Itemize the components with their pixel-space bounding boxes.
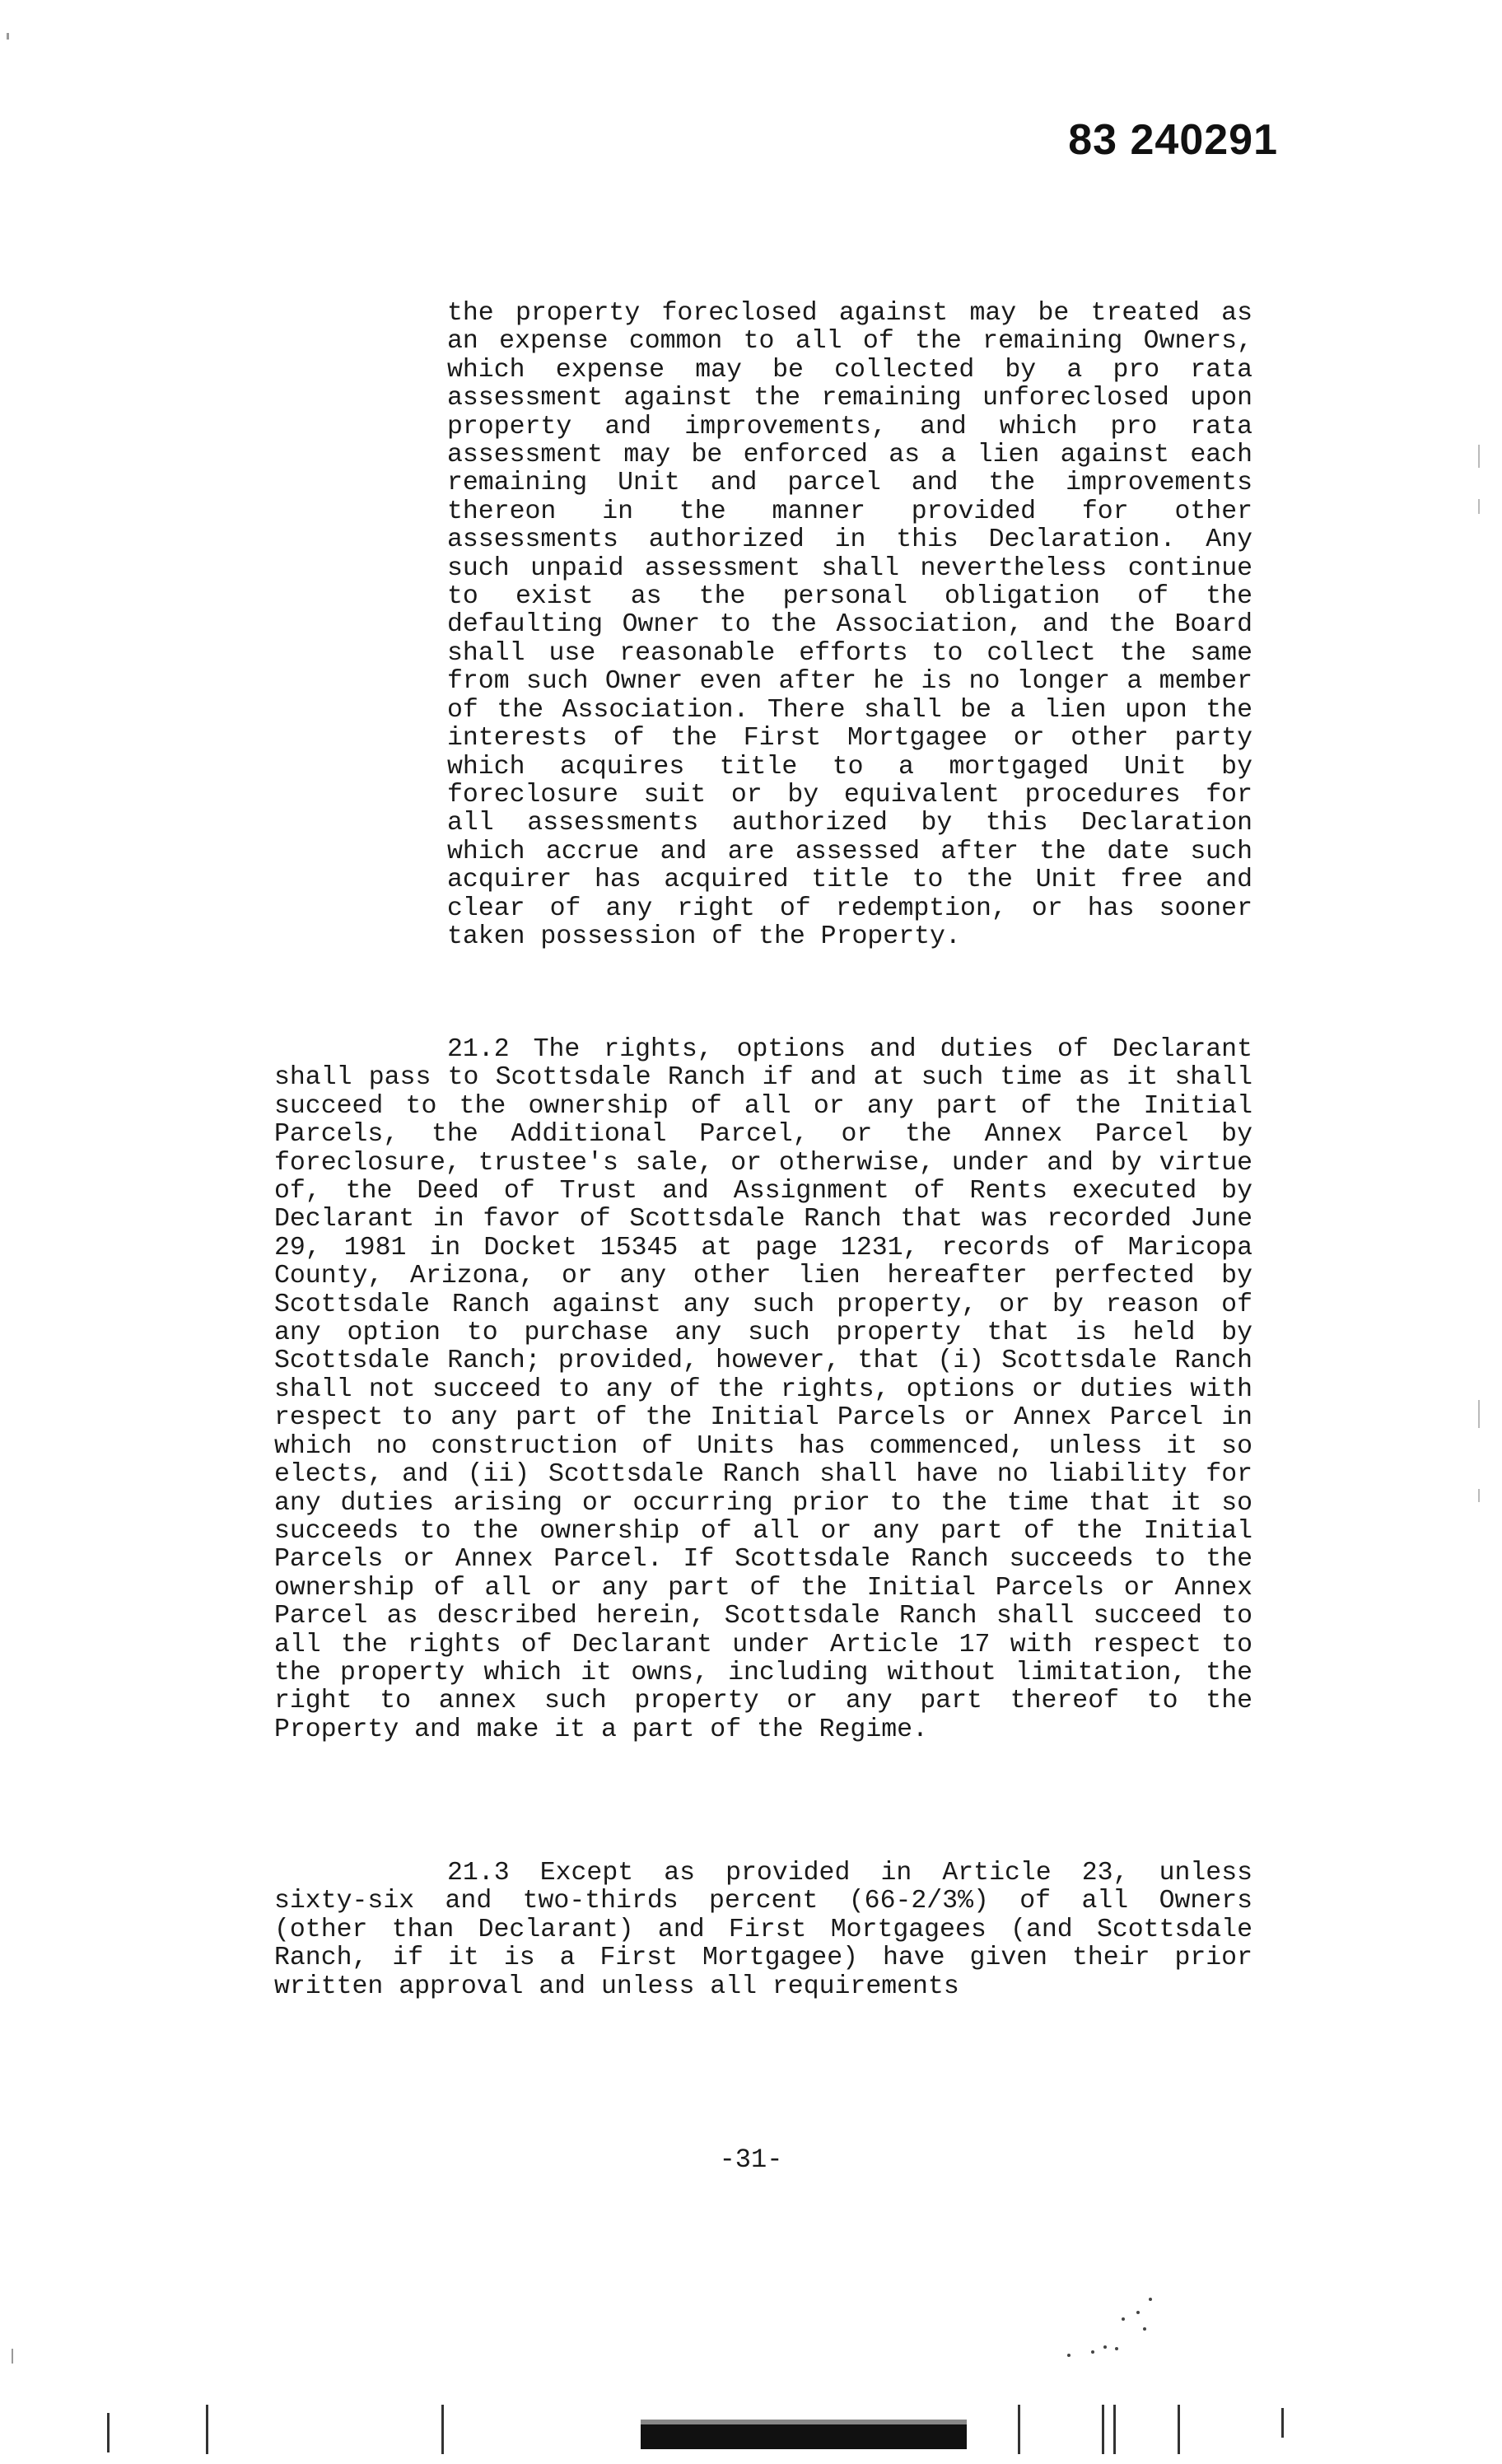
- paragraph-21-2: 21.2 The rights, options and duties of Declarant shall pass to Scottsdale Ranch if and at such time as it shall succeed to the ownership of all or any part of the Initial Parcels, the Additional Parcel, or the Annex Parcel by foreclosure, trustee's sale, or otherwise, under and by virtue of, the Deed of Trust and Assignment of Rents executed by Declarant in favor of Scottsdale Ranch that was recorded June 29, 1981 in Docket 15345 at page 1231, records of Maricopa County, Arizona, or any other lien hereafter perfected by Scottsdale Ranch against any such property, or by reason of any option to purchase any such property that is held by Scottsdale Ranch; provided, however, that (i) Scottsdale Ranch shall not succeed to any of the rights, options or duties with respect to any part of the Initial Parcels or Annex Parcel in which no construction of Units has commenced, unless it so elects, and (ii) Scottsdale Ranch shall have no liability for any duties arising or occurring prior to the time that it so succeeds to the ownership of all or any part of the Initial Parcels or Annex Parcel. If Scottsdale Ranch succeeds to the ownership of all or any part of the Initial Parcels or Annex Parcel as described herein, Scottsdale Ranch shall succeed to all the rights of Declarant under Article 17 with respect to the property which it owns, including without limitation, the right to annex such property or any part thereof to the Property and make it a part of the Regime.: [274, 1035, 1252, 1744]
- scan-line: [107, 2413, 110, 2452]
- scan-mark: [7, 33, 9, 40]
- paragraph-21-3: 21.3 Except as provided in Article 23, unless sixty-six and two-thirds percent (66-2/3%) of all Owners (other than Declarant) and First Mortgagees (and Scottsdale Ranch, if it is a First Mortgagee) have given their prior written approval and unless all requirements: [274, 1859, 1252, 2001]
- page-number: -31-: [719, 2144, 783, 2175]
- scan-mark: [1478, 1489, 1480, 1502]
- scan-speck: [1122, 2317, 1125, 2321]
- scan-mark: [12, 2349, 13, 2364]
- scan-speck: [1091, 2350, 1094, 2354]
- paragraph-continued: the property foreclosed against may be treated as an expense common to all of the remaining Owners, which expense may be collected by a pro rata assessment against the remaining unforeclosed upon property and improvements, and which pro rata assessment may be enforced as a lien against each remaining Unit and parcel and the improvements thereon in the manner provided for other assessments authorized in this Declaration. Any such unpaid assessment shall nevertheless continue to exist as the personal obligation of the defaulting Owner to the Association, and the Board shall use reasonable efforts to collect the same from such Owner even after he is no longer a member of the Association. There shall be a lien upon the interests of the First Mortgagee or other party which acquires title to a mortgaged Unit by foreclosure suit or by equivalent procedures for all assessments authorized by this Declaration which accrue and are assessed after the date such acquirer has acquired title to the Unit free and clear of any right of redemption, or has sooner taken possession of the Property.: [447, 299, 1252, 951]
- scan-speck: [1115, 2347, 1118, 2350]
- scan-speck: [1143, 2327, 1146, 2331]
- scan-speck: [1067, 2354, 1071, 2357]
- scan-line: [1113, 2405, 1116, 2454]
- scan-bar: [641, 2424, 967, 2449]
- scan-line: [206, 2405, 208, 2454]
- scan-line: [441, 2405, 444, 2454]
- scan-line: [1281, 2408, 1284, 2438]
- scan-line: [1018, 2405, 1020, 2454]
- scan-speck: [1103, 2345, 1107, 2349]
- scan-speck: [1136, 2311, 1140, 2314]
- scan-speck: [1149, 2298, 1152, 2301]
- scan-mark: [1478, 445, 1480, 468]
- scan-line: [1178, 2405, 1180, 2454]
- scan-mark: [1478, 499, 1480, 514]
- scan-line: [1102, 2405, 1104, 2454]
- document-number: 83 240291: [1068, 116, 1278, 164]
- scan-mark: [1478, 1400, 1480, 1428]
